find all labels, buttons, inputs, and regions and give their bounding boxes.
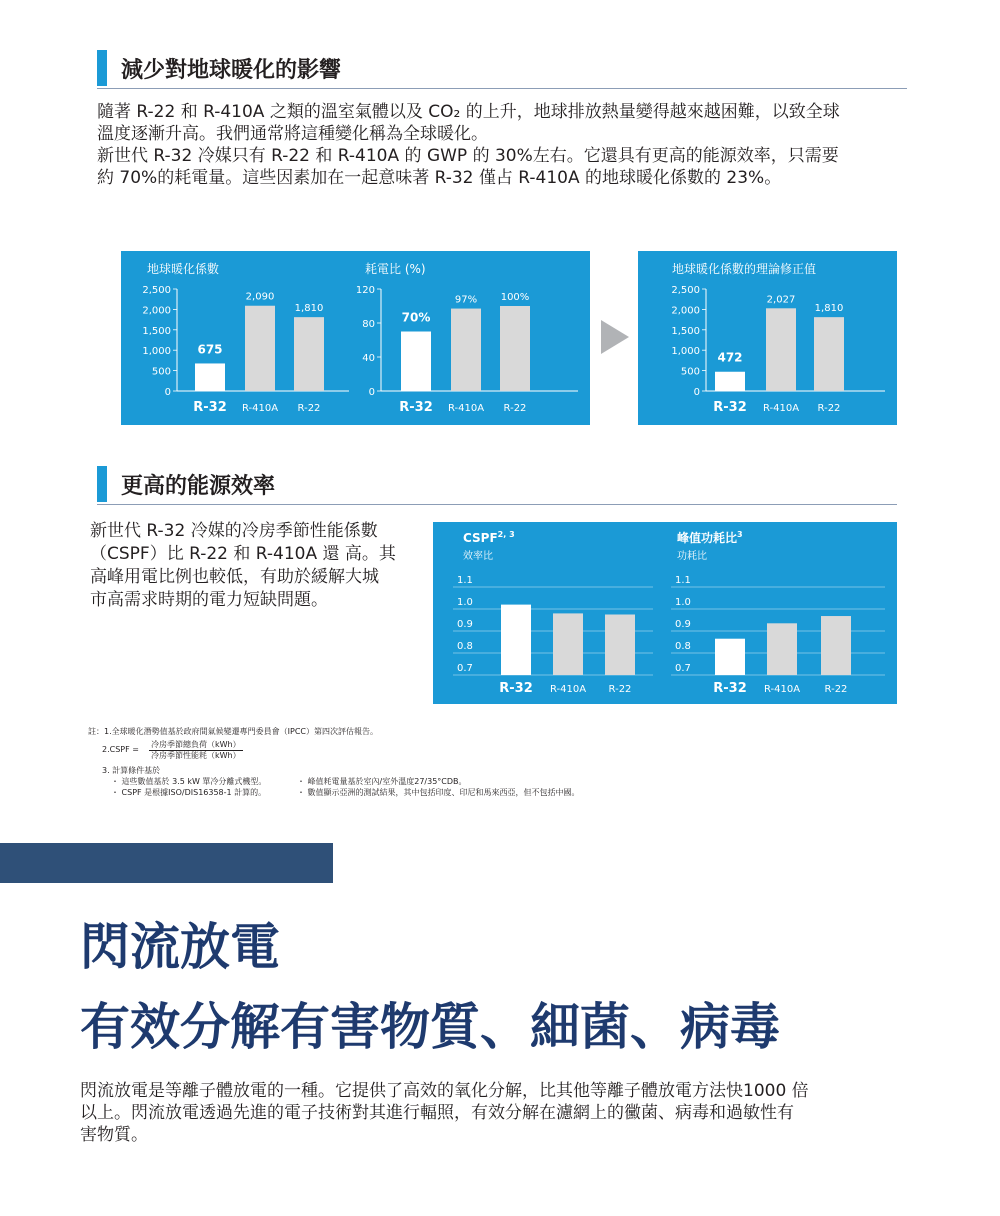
chart-gwp xyxy=(121,251,361,425)
section-paragraph xyxy=(97,101,917,189)
x-category-label: R-410A xyxy=(447,403,485,414)
y-tick-label: 2,000 xyxy=(142,305,171,317)
chart-subtitle: 效率比 xyxy=(463,551,493,562)
y-tick-label: 0 xyxy=(368,387,375,398)
x-category-label: R-22 xyxy=(503,403,527,414)
paragraph-line: （CSPF）比 R-22 和 R-410A 還 高。其 xyxy=(90,544,396,564)
section-paragraph xyxy=(90,520,430,612)
bar-r-410a xyxy=(767,623,797,675)
bar-r-22 xyxy=(500,306,530,391)
y-tick-label: 1.1 xyxy=(675,575,691,586)
section-banner-bar xyxy=(0,843,333,883)
y-tick-label: 1.0 xyxy=(457,597,473,608)
chart-title: CSPF$^{2, 3}$ xyxy=(463,530,515,545)
y-tick-label: 0.7 xyxy=(675,663,691,674)
right-triangle-arrow-icon xyxy=(601,320,629,354)
x-category-label: R-22 xyxy=(824,684,848,695)
bar-r-32 xyxy=(715,372,745,391)
y-tick-label: 1,000 xyxy=(671,346,700,358)
bar-r-410a xyxy=(451,309,481,391)
y-tick-label: 500 xyxy=(680,366,700,378)
y-tick-label: 0.9 xyxy=(457,619,473,630)
footnote-bullet: ・ 這些數值基於 3.5 kW 單冷分離式機型。 xyxy=(111,777,267,786)
x-category-label: R-22 xyxy=(608,684,632,695)
footnote-2-formula xyxy=(88,739,688,761)
paragraph-line: 高峰用電比例也較低，有助於緩解大城 xyxy=(90,567,379,587)
y-tick-label: 0.9 xyxy=(675,619,691,630)
chart-peak-power xyxy=(665,522,897,704)
paragraph-line: 約 70%的耗電量。這些因素加在一起意味著 R-32 僅占 R-410A 的地球暖化係數的 23%。 xyxy=(97,168,782,188)
footnote-bullet: ・ 數值顯示亞洲的測試結果，其中包括印度、印尼和馬來西亞，但不包括中國。 xyxy=(297,788,580,797)
chart-subtitle: 功耗比 xyxy=(677,551,707,562)
chart-gwp-corrected xyxy=(638,251,897,425)
y-tick-label: 0 xyxy=(693,387,700,398)
y-tick-label: 1,500 xyxy=(142,325,171,337)
y-tick-label: 120 xyxy=(355,285,375,296)
section-title: 減少對地球暖化的影響 xyxy=(121,57,342,83)
y-tick-label: 1.0 xyxy=(675,597,691,608)
y-tick-label: 500 xyxy=(151,366,171,378)
x-category-label: R-410A xyxy=(241,403,279,414)
streamer-paragraph xyxy=(80,1080,920,1146)
x-category-label: R-22 xyxy=(817,403,841,414)
data-label: 2,027 xyxy=(766,294,796,306)
footnote-3: 3. 計算條件基於 xyxy=(102,766,161,775)
paragraph-line: 市高需求時期的電力短缺問題。 xyxy=(90,590,328,610)
bar-r-22 xyxy=(814,317,844,391)
data-label: 97% xyxy=(454,294,478,306)
footnote-1: 註：1.全球暖化潛勢值基於政府間氣候變遷專門委員會（IPCC）第四次評估報告。 xyxy=(88,727,378,736)
data-label: 70% xyxy=(401,310,431,325)
x-category-label: R-22 xyxy=(297,403,321,414)
x-category-label: R-32 xyxy=(399,400,433,415)
y-tick-label: 1.1 xyxy=(457,575,473,586)
chart-title: 峰值功耗比$^3$ xyxy=(677,530,743,545)
x-category-label: R-32 xyxy=(713,400,747,415)
chart-power-ratio xyxy=(355,251,590,425)
y-tick-label: 0.8 xyxy=(457,641,473,652)
streamer-discharge-title xyxy=(80,916,780,1058)
section-header-energy-efficiency xyxy=(97,466,275,502)
data-label: 472 xyxy=(717,350,743,365)
section-accent-bar xyxy=(97,466,107,502)
paragraph-line: 害物質。 xyxy=(80,1125,148,1145)
section-title: 更高的能源效率 xyxy=(121,473,276,499)
formula-denominator: 冷房季節性能耗（kWh） xyxy=(151,751,241,760)
bar-r-32 xyxy=(501,605,531,675)
bar-r-32 xyxy=(715,639,745,675)
paragraph-line: 隨著 R-22 和 R-410A 之類的溫室氣體以及 CO₂ 的上升，地球排放熱量變得越來越困難，以致全球 xyxy=(97,102,840,122)
paragraph-line: 新世代 R-32 冷媒只有 R-22 和 R-410A 的 GWP 的 30%左右。它還具有更高的能源效率，只需要 xyxy=(97,146,839,166)
bar-r-410a xyxy=(766,308,796,391)
footnote-bullet: ・ CSPF 是根據ISO/DIS16358-1 計算的。 xyxy=(111,788,267,797)
y-tick-label: 2,000 xyxy=(671,305,700,317)
paragraph-line: 新世代 R-32 冷媒的冷房季節性能係數 xyxy=(90,521,378,541)
x-category-label: R-410A xyxy=(762,403,800,414)
x-category-label: R-410A xyxy=(763,684,801,695)
chart-title: 耗電比 (%) xyxy=(365,262,426,276)
bar-r-32 xyxy=(195,363,225,391)
chart-title: 地球暖化係數的理論修正值 xyxy=(672,262,817,276)
y-tick-label: 0.8 xyxy=(675,641,691,652)
chart-panel-efficiency xyxy=(433,522,897,704)
y-tick-label: 0 xyxy=(164,387,171,398)
y-tick-label: 2,500 xyxy=(671,285,700,296)
data-label: 2,090 xyxy=(245,291,275,303)
bar-r-22 xyxy=(605,615,635,676)
paragraph-line: 溫度逐漸升高。我們通常將這種變化稱為全球暖化。 xyxy=(97,124,488,144)
y-tick-label: 1,000 xyxy=(142,346,171,358)
footnote-bullet: ・ 峰值耗電量基於室內/室外溫度27/35°CDB。 xyxy=(297,777,467,786)
section-accent-bar xyxy=(97,50,107,86)
x-category-label: R-32 xyxy=(499,681,533,696)
y-tick-label: 80 xyxy=(362,319,375,330)
data-label: 100% xyxy=(500,292,530,303)
section-header-global-warming xyxy=(97,50,341,86)
bar-r-410a xyxy=(553,613,583,675)
bar-r-22 xyxy=(821,616,851,675)
bar-r-410a xyxy=(245,306,275,391)
footnotes xyxy=(88,726,688,798)
data-label: 675 xyxy=(197,342,223,357)
x-category-label: R-32 xyxy=(713,681,747,696)
chart-panel-gwp-corrected xyxy=(638,251,897,425)
section-divider xyxy=(97,504,897,505)
data-label: 1,810 xyxy=(814,303,844,315)
formula-numerator: 冷房季節總負荷（kWh） xyxy=(151,740,241,749)
title-line: 有效分解有害物質、細菌、病毒 xyxy=(80,998,780,1056)
data-label: 1,810 xyxy=(294,303,324,315)
formula-prefix: 2.CSPF = xyxy=(102,745,139,754)
y-tick-label: 40 xyxy=(362,353,375,364)
paragraph-line: 以上。閃流放電透過先進的電子技術對其進行輻照，有效分解在濾網上的黴菌、病毒和過敏性有 xyxy=(80,1103,794,1123)
title-line: 閃流放電 xyxy=(80,918,280,976)
y-tick-label: 0.7 xyxy=(457,663,473,674)
x-category-label: R-32 xyxy=(193,400,227,415)
chart-cspf xyxy=(433,522,665,704)
y-tick-label: 1,500 xyxy=(671,325,700,337)
x-category-label: R-410A xyxy=(549,684,587,695)
section-divider xyxy=(97,88,907,89)
chart-title: 地球暖化係數 xyxy=(147,262,220,276)
bar-r-32 xyxy=(401,332,431,392)
bar-r-22 xyxy=(294,317,324,391)
chart-panel-gwp-comparison xyxy=(121,251,590,425)
y-tick-label: 2,500 xyxy=(142,285,171,296)
paragraph-line: 閃流放電是等離子體放電的一種。它提供了高效的氧化分解，比其他等離子體放電方法快1000 倍 xyxy=(80,1081,809,1101)
